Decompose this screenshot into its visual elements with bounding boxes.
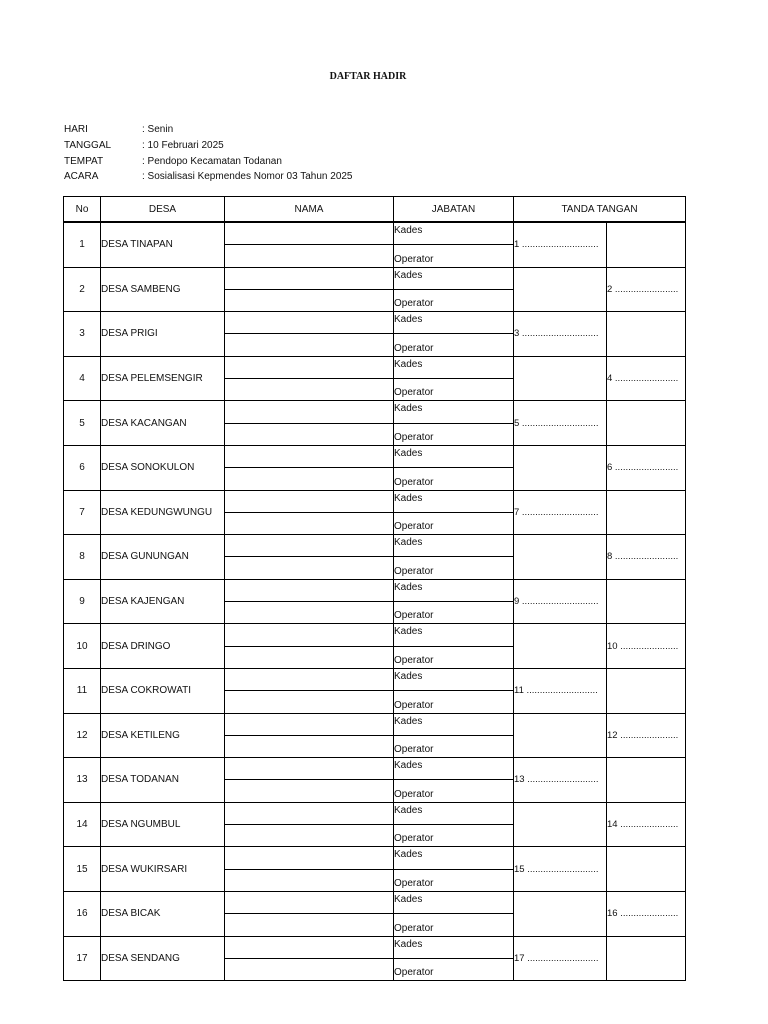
position-operator: Operator <box>394 914 514 936</box>
table-row <box>64 802 686 824</box>
signature-cell-left[interactable]: 1 ............................. <box>514 222 607 267</box>
table-row <box>64 936 686 958</box>
info-value: : Senin <box>142 124 174 136</box>
signature-cell-right[interactable] <box>607 401 686 446</box>
name-field-operator[interactable] <box>225 958 394 980</box>
name-field-operator[interactable] <box>225 334 394 356</box>
signature-cell-right[interactable] <box>607 847 686 892</box>
village-name: DESA PELEMSENGIR <box>101 356 225 401</box>
signature-cell-right[interactable] <box>607 222 686 267</box>
table-row <box>64 267 686 289</box>
signature-cell-left[interactable]: 15 ........................... <box>514 847 607 892</box>
row-number: 1 <box>64 222 101 267</box>
position-kades: Kades <box>394 668 514 690</box>
info-label: TANGGAL <box>64 140 112 152</box>
name-field-kades[interactable] <box>225 758 394 780</box>
row-number: 2 <box>64 267 101 312</box>
signature-cell-right[interactable] <box>607 936 686 981</box>
position-kades: Kades <box>394 312 514 334</box>
name-field-kades[interactable] <box>225 936 394 958</box>
name-field-kades[interactable] <box>225 445 394 467</box>
info-row-hari <box>64 122 353 138</box>
position-operator: Operator <box>394 646 514 668</box>
signature-cell-left[interactable] <box>514 356 607 401</box>
table-header-row <box>64 197 686 223</box>
village-name: DESA KAJENGAN <box>101 579 225 624</box>
village-name: DESA TINAPAN <box>101 222 225 267</box>
position-kades: Kades <box>394 847 514 869</box>
position-kades: Kades <box>394 802 514 824</box>
position-operator: Operator <box>394 735 514 757</box>
document-title: DAFTAR HADIR <box>329 71 407 82</box>
village-name: DESA KEDUNGWUNGU <box>101 490 225 535</box>
signature-cell-right[interactable] <box>607 668 686 713</box>
signature-cell-right[interactable] <box>607 579 686 624</box>
name-field-operator[interactable] <box>225 602 394 624</box>
name-field-kades[interactable] <box>225 312 394 334</box>
name-field-kades[interactable] <box>225 624 394 646</box>
attendance-table <box>63 196 686 981</box>
header-nama: NAMA <box>225 197 394 223</box>
signature-cell-left[interactable]: 5 ............................. <box>514 401 607 446</box>
table-row <box>64 891 686 913</box>
name-field-kades[interactable] <box>225 535 394 557</box>
name-field-kades[interactable] <box>225 802 394 824</box>
row-number: 10 <box>64 624 101 669</box>
table-row <box>64 312 686 334</box>
table-row <box>64 713 686 735</box>
name-field-kades[interactable] <box>225 401 394 423</box>
info-label: TEMPAT <box>64 155 104 167</box>
name-field-operator[interactable] <box>225 691 394 713</box>
name-field-kades[interactable] <box>225 356 394 378</box>
table-row <box>64 490 686 512</box>
position-operator: Operator <box>394 468 514 490</box>
table-row <box>64 535 686 557</box>
signature-cell-right[interactable] <box>607 490 686 535</box>
header-jabatan: JABATAN <box>394 197 514 223</box>
name-field-kades[interactable] <box>225 847 394 869</box>
row-number: 8 <box>64 535 101 580</box>
header-desa: DESA <box>101 197 225 223</box>
name-field-kades[interactable] <box>225 891 394 913</box>
info-row-tanggal <box>64 138 353 154</box>
name-field-operator[interactable] <box>225 289 394 311</box>
position-operator: Operator <box>394 557 514 579</box>
position-kades: Kades <box>394 713 514 735</box>
village-name: DESA KETILENG <box>101 713 225 758</box>
name-field-operator[interactable] <box>225 735 394 757</box>
row-number: 15 <box>64 847 101 892</box>
village-name: DESA WUKIRSARI <box>101 847 225 892</box>
row-number: 14 <box>64 802 101 847</box>
signature-cell-right[interactable]: 14 ...................... <box>607 802 686 847</box>
name-field-operator[interactable] <box>225 646 394 668</box>
name-field-kades[interactable] <box>225 579 394 601</box>
position-kades: Kades <box>394 490 514 512</box>
village-name: DESA GUNUNGAN <box>101 535 225 580</box>
position-kades: Kades <box>394 445 514 467</box>
signature-cell-right[interactable]: 10 ...................... <box>607 624 686 669</box>
name-field-operator[interactable] <box>225 245 394 267</box>
row-number: 12 <box>64 713 101 758</box>
position-kades: Kades <box>394 624 514 646</box>
row-number: 11 <box>64 668 101 713</box>
name-field-operator[interactable] <box>225 468 394 490</box>
name-field-kades[interactable] <box>225 490 394 512</box>
name-field-kades[interactable] <box>225 713 394 735</box>
signature-cell-right[interactable]: 12 ...................... <box>607 713 686 758</box>
signature-cell-right[interactable] <box>607 758 686 803</box>
name-field-operator[interactable] <box>225 780 394 802</box>
signature-cell-left[interactable]: 3 ............................. <box>514 312 607 357</box>
signature-cell-left[interactable] <box>514 535 607 580</box>
info-label: HARI <box>64 124 88 136</box>
signature-cell-left[interactable] <box>514 624 607 669</box>
signature-cell-right[interactable] <box>607 312 686 357</box>
village-name: DESA BICAK <box>101 891 225 936</box>
signature-cell-right[interactable]: 16 ...................... <box>607 891 686 936</box>
position-kades: Kades <box>394 758 514 780</box>
table-row <box>64 356 686 378</box>
name-field-operator[interactable] <box>225 379 394 401</box>
position-kades: Kades <box>394 401 514 423</box>
signature-cell-left[interactable]: 7 ............................. <box>514 490 607 535</box>
table-row <box>64 624 686 646</box>
village-name: DESA DRINGO <box>101 624 225 669</box>
name-field-kades[interactable] <box>225 668 394 690</box>
row-number: 5 <box>64 401 101 446</box>
row-number: 17 <box>64 936 101 981</box>
name-field-operator[interactable] <box>225 825 394 847</box>
table-row <box>64 668 686 690</box>
table-row <box>64 758 686 780</box>
name-field-kades[interactable] <box>225 222 394 245</box>
row-number: 4 <box>64 356 101 401</box>
table-row <box>64 847 686 869</box>
row-number: 3 <box>64 312 101 357</box>
position-operator: Operator <box>394 379 514 401</box>
village-name: DESA COKROWATI <box>101 668 225 713</box>
signature-cell-left[interactable]: 17 ........................... <box>514 936 607 981</box>
village-name: DESA NGUMBUL <box>101 802 225 847</box>
row-number: 13 <box>64 758 101 803</box>
signature-cell-left[interactable]: 13 ........................... <box>514 758 607 803</box>
header-no: No <box>64 197 101 223</box>
row-number: 7 <box>64 490 101 535</box>
row-number: 16 <box>64 891 101 936</box>
signature-cell-left[interactable]: 11 ........................... <box>514 668 607 713</box>
position-operator: Operator <box>394 958 514 980</box>
position-kades: Kades <box>394 267 514 289</box>
position-kades: Kades <box>394 936 514 958</box>
info-value: : Sosialisasi Kepmendes Nomor 03 Tahun 2025 <box>142 171 353 183</box>
signature-cell-left[interactable] <box>514 445 607 490</box>
signature-cell-left[interactable] <box>514 267 607 312</box>
village-name: DESA TODANAN <box>101 758 225 803</box>
table-row <box>64 445 686 467</box>
position-operator: Operator <box>394 423 514 445</box>
position-operator: Operator <box>394 869 514 891</box>
signature-cell-right[interactable]: 2 ........................ <box>607 267 686 312</box>
info-value: : 10 Februari 2025 <box>142 140 224 152</box>
village-name: DESA SONOKULON <box>101 445 225 490</box>
village-name: DESA KACANGAN <box>101 401 225 446</box>
position-kades: Kades <box>394 579 514 601</box>
name-field-operator[interactable] <box>225 557 394 579</box>
village-name: DESA SENDANG <box>101 936 225 981</box>
table-row <box>64 579 686 601</box>
position-operator: Operator <box>394 289 514 311</box>
village-name: DESA PRIGI <box>101 312 225 357</box>
header-tanda-tangan: TANDA TANGAN <box>514 197 686 223</box>
position-kades: Kades <box>394 356 514 378</box>
info-row-acara <box>64 169 353 185</box>
position-operator: Operator <box>394 245 514 267</box>
name-field-operator[interactable] <box>225 869 394 891</box>
table-row <box>64 401 686 423</box>
signature-cell-left[interactable]: 9 ............................. <box>514 579 607 624</box>
row-number: 6 <box>64 445 101 490</box>
position-operator: Operator <box>394 602 514 624</box>
village-name: DESA SAMBENG <box>101 267 225 312</box>
position-kades: Kades <box>394 891 514 913</box>
signature-cell-left[interactable] <box>514 713 607 758</box>
signature-cell-left[interactable] <box>514 802 607 847</box>
signature-cell-right[interactable]: 8 ........................ <box>607 535 686 580</box>
table-row <box>64 222 686 245</box>
row-number: 9 <box>64 579 101 624</box>
name-field-operator[interactable] <box>225 914 394 936</box>
position-operator: Operator <box>394 780 514 802</box>
signature-cell-right[interactable]: 4 ........................ <box>607 356 686 401</box>
info-value: : Pendopo Kecamatan Todanan <box>142 155 282 167</box>
info-row-tempat <box>64 153 353 169</box>
event-info <box>64 122 353 185</box>
position-operator: Operator <box>394 512 514 534</box>
signature-cell-left[interactable] <box>514 891 607 936</box>
position-operator: Operator <box>394 334 514 356</box>
name-field-kades[interactable] <box>225 267 394 289</box>
table-body <box>64 222 686 981</box>
name-field-operator[interactable] <box>225 423 394 445</box>
position-kades: Kades <box>394 222 514 245</box>
position-kades: Kades <box>394 535 514 557</box>
name-field-operator[interactable] <box>225 512 394 534</box>
position-operator: Operator <box>394 691 514 713</box>
signature-cell-right[interactable]: 6 ........................ <box>607 445 686 490</box>
info-label: ACARA <box>64 171 99 183</box>
position-operator: Operator <box>394 825 514 847</box>
